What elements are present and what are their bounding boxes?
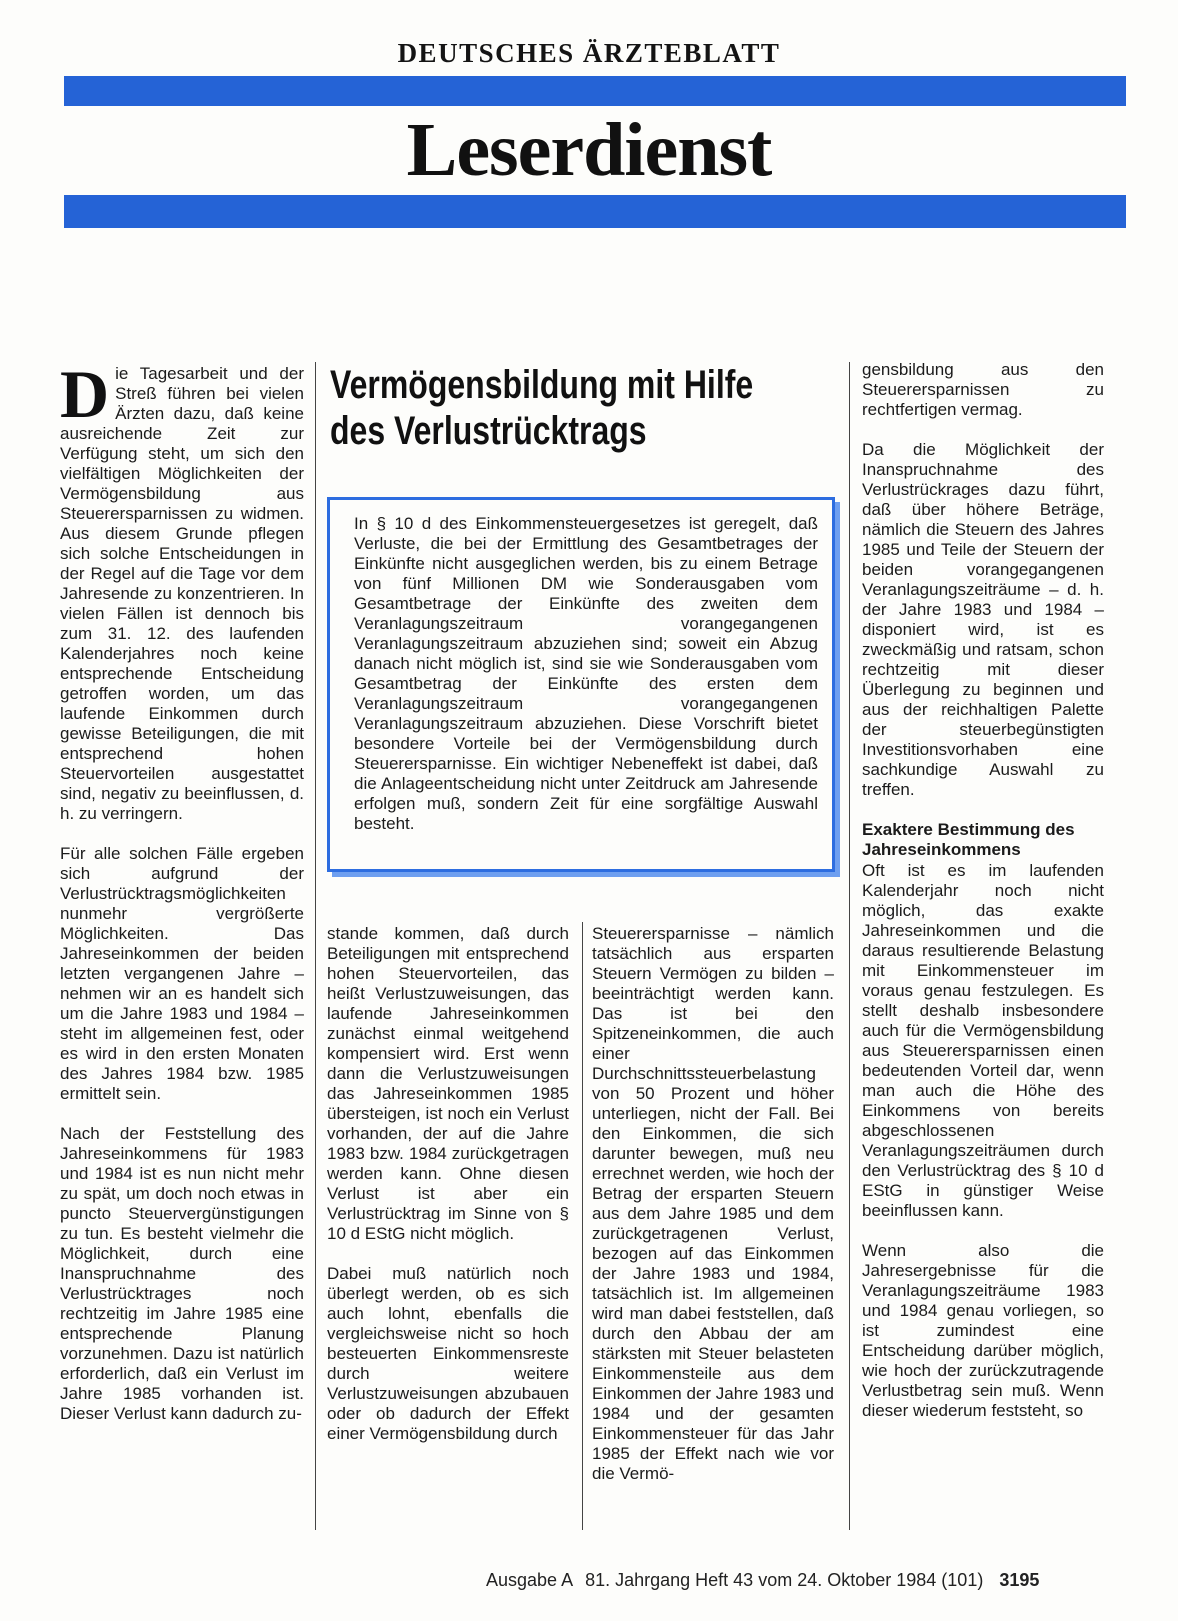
body-paragraph: Dabei muß natürlich noch überlegt werden, ob es sich auch lohnt, ebenfalls die vergleichsweise nicht so hoch besteuerten Einkommensreste durch weitere Verlustzuweisungen abzubauen oder ob dadurch der Effekt einer Vermögensbildung durch (327, 1264, 569, 1443)
body-paragraph: Steuerersparnisse – nämlich tatsächlich aus ersparten Steuern Vermögen zu bilden – beeinträchtigt werden kann. Das ist bei den Spitzeneinkommen, die auch einer Durchschnittssteuerbelastung von 50 Prozent und höher unterliegen, nicht der Fall. Bei den Einkommen, die sich darunter bewegen, muß neu errechnet werden, wie hoch der Betrag der ersparten Steuern aus dem Jahre 1985 und dem zurückgetragenen Verlust, bezogen auf das Einkommen der Jahre 1983 und 1984, tatsächlich ist. Im allgemeinen wird man dabei feststellen, daß durch den Abbau der am stärksten mit Steuer belasteten Einkommensteile aus dem Einkommen der Jahre 1983 und 1984 und der gesamten Einkommensteuer für das Jahr 1985 der Effekt nach wie vor die Vermö- (592, 924, 834, 1483)
subheading: Exaktere Bestimmung des Jahreseinkommens (862, 820, 1075, 859)
article-column-2 (327, 924, 569, 1530)
body-paragraph: gensbildung aus den Steuerersparnissen zu rechtfertigen vermag. (862, 360, 1104, 419)
body-paragraph: Da die Möglichkeit der Inanspruchnahme des Verlustrückrages dazu führt, daß über höhere Beträge, nämlich die Steuern des Jahres 1985 und Teile der Steuern der beiden vorangegangenen Veranlagungszeiträume – d. h. der Jahre 1983 und 1984 – disponiert wird, ist es zweckmäßig und ratsam, schon rechtzeitig mit dieser Überlegung zu beginnen und aus der reichhaltigen Palette der steuerbegünstigten Investitionsvorhaben eine sachkundige Auswahl zu treffen. (862, 440, 1104, 799)
intro-text: ie Tagesarbeit und der Streß führen bei vielen Ärzten dazu, daß keine ausreichende Zeit zur Verfügung steht, um sich den vielfältigen Möglichkeiten der Vermögensbildung aus Steuerersparnissen zu widmen. Aus diesem Grunde pflegen sich solche Entscheidungen in der Regel auf die Tage vor dem Jahresende zu konzentrieren. In vielen Fällen ist dennoch bis zum 31. 12. des laufenden Kalenderjahres noch keine entsprechende Entscheidung getroffen worden, um das laufende Einkommen durch gewisse Beteiligungen, die mit entsprechend hohen Steuervorteilen ausgestattet sind, negativ zu beeinflussen, d. h. zu verringern. (60, 364, 304, 823)
issue-info: 81. Jahrgang Heft 43 vom 24. Oktober 1984 (101) (585, 1570, 984, 1590)
body-paragraph: Für alle solchen Fälle ergeben sich aufgrund der Verlustrücktragsmöglichkeiten nunmehr vergrößerte Möglichkeiten. Das Jahreseinkommen der beiden letzten vergangenen Jahre – nehmen wir an es handelt sich um die Jahre 1983 und 1984 – steht im allgemeinen fest, oder es wird in den ersten Monaten des Jahres 1984 bzw. 1985 ermittelt sein. (60, 844, 304, 1103)
intro-paragraph (60, 364, 304, 824)
body-paragraph: Wenn also die Jahresergebnisse für die Veranlagungszeiträume 1983 und 1984 genau vorliegen, so ist zumindest eine Entscheidung darüber möglich, wie hoch der zurückzutragende Verlustbetrag sein muß. Wenn dieser wiederum feststeht, so (862, 1241, 1104, 1420)
page-footer (486, 1570, 1039, 1591)
column-rule-right (849, 362, 850, 1530)
article-title-line-1: Vermögensbildung mit Hilfe (330, 363, 754, 407)
body-paragraph: stande kommen, daß durch Beteiligungen mit entsprechend hohen Steuervorteilen, das heißt Verlustzuweisungen, das laufende Jahreseinkommen zunächst einmal weitgehend kompensiert wird. Erst wenn dann die Verlustzuweisungen das Jahreseinkommen 1985 übersteigen, ist noch ein Verlust vorhanden, der auf die Jahre 1983 bzw. 1984 zurückgetragen werden kann. Ohne diesen Verlust ist aber ein Verlustrücktrag im Sinne von § 10 d EStG nicht möglich. (327, 924, 569, 1243)
section-title: Leserdienst (406, 108, 772, 192)
body-paragraph: Oft ist es im laufenden Kalenderjahr noch nicht möglich, das exakte Jahreseinkommen und die daraus resultierende Belastung mit Einkommensteuer im voraus genau festzulegen. Es stellt deshalb insbesondere auch für die Vermögensbildung aus Steuerersparnissen einen bedeutenden Vorteil dar, wenn man auch die Höhe des Einkommens von bereits abgeschlossenen Veranlagungszeiträumen durch den Verlustrücktrag des § 10 d EStG in günstiger Weise beeinflussen kann. (862, 861, 1104, 1220)
masthead: DEUTSCHES ÄRZTEBLATT (397, 38, 781, 68)
article-column-4 (862, 360, 1104, 1532)
article-column-3 (592, 924, 834, 1530)
teaser-text: In § 10 d des Einkommensteuergesetzes ist geregelt, daß Verluste, die bei der Ermittlung des Gesamtbetrages der Einkünfte nicht ausgeglichen werden, bis zu einem Betrage von fünf Millionen DM wie Sonderausgaben vom Gesamtbetrage der Einkünfte des zweiten dem Veranlagungszeitraum vorangegangenen Veranlagungszeitraum abzuziehen sind; soweit ein Abzug danach nicht möglich ist, sind sie wie Sonderausgaben vom Gesamtbetrag der Einkünfte des ersten dem Veranlagungszeitraum vorangegangenen Veranlagungszeitraum abzuziehen. Diese Vorschrift bietet besondere Vorteile bei der Vermögensbildung durch Steuerersparnisse. Ein wichtiger Nebeneffekt ist dabei, daß die Anlageentscheidung nicht unter Zeitdruck am Jahresende erfolgen muß, sondern Zeit für eine sorgfältige Auswahl besteht. (354, 514, 818, 833)
top-blue-band (64, 76, 1126, 106)
article-title (330, 362, 754, 454)
column-rule-middle (582, 922, 583, 1530)
article-column-1 (60, 364, 304, 1532)
bottom-blue-band (64, 195, 1126, 228)
body-paragraph: Nach der Feststellung des Jahreseinkommens für 1983 und 1984 ist es nun nicht mehr zu spät, um doch noch etwas in puncto Steuervergünstigungen zu tun. Es besteht vielmehr die Möglichkeit, durch eine Inanspruchnahme des Verlustrücktrages noch rechtzeitig im Jahre 1985 eine entsprechende Planung vorzunehmen. Dazu ist natürlich erforderlich, daß ein Verlust im Jahre 1985 vorhanden ist. Dieser Verlust kann dadurch zu- (60, 1124, 304, 1423)
column-rule-left (315, 362, 316, 1530)
teaser-box (327, 497, 835, 872)
page-number: 3195 (999, 1570, 1040, 1590)
drop-cap: D (60, 364, 110, 432)
edition-label: Ausgabe A (486, 1570, 574, 1590)
article-title-line-2: des Verlustrücktrags (330, 409, 647, 453)
